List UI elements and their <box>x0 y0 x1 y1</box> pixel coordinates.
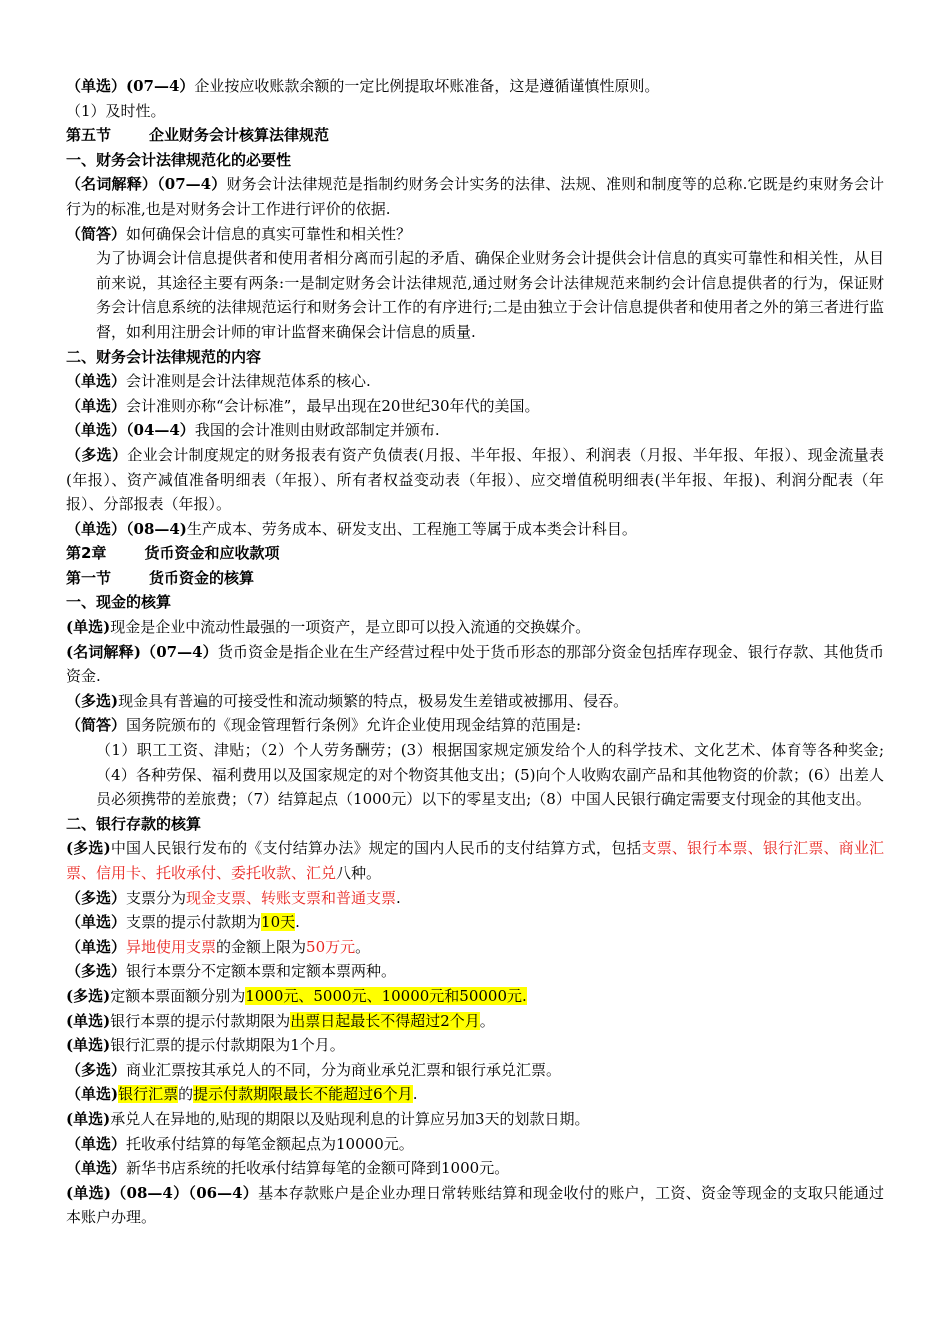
text-run: 二、银行存款的核算 <box>66 814 202 833</box>
question-type-tag: (单选) <box>66 1109 111 1128</box>
text-run: . <box>295 913 300 932</box>
text-run: 支票分为 <box>126 888 187 907</box>
text-run: 货币资金的核算 <box>149 568 255 587</box>
text-run: 支票的提示付款期为 <box>126 913 262 932</box>
text-run: 第一节 <box>66 568 112 587</box>
text-paragraph <box>66 984 884 1009</box>
text-run: 新华书店系统的托收承付结算每笔的金额可降到1000元。 <box>126 1159 510 1178</box>
text-paragraph <box>66 1058 884 1083</box>
text-paragraph <box>66 74 884 99</box>
text-run: 定额本票面额分别为 <box>110 986 246 1005</box>
section-heading <box>66 566 884 591</box>
text-paragraph <box>66 836 884 885</box>
text-paragraph <box>66 222 884 247</box>
text-run: 生产成本、劳务成本、研发支出、工程施工等属于成本类会计科目。 <box>186 519 637 538</box>
text-run: 国务院颁布的《现金管理暂行条例》允许企业使用现金结算的范围是: <box>126 716 582 735</box>
text-run: . <box>396 888 401 907</box>
text-run: 企业财务会计核算法律规范 <box>149 126 330 145</box>
text-paragraph <box>66 910 884 935</box>
text-run: 现金具有普遍的可接受性和流动频繁的特点，极易发生差错或被挪用、侵吞。 <box>118 691 629 710</box>
highlighted-text: 10天 <box>261 913 296 932</box>
question-type-tag: （单选) <box>66 1085 119 1104</box>
text-paragraph <box>66 418 884 443</box>
text-paragraph <box>66 443 884 517</box>
text-run: 一、财务会计法律规范化的必要性 <box>66 150 292 169</box>
question-type-tag: (多选) <box>66 839 111 858</box>
text-run: 一、现金的核算 <box>66 593 172 612</box>
question-type-tag: （简答） <box>66 716 127 735</box>
question-type-tag: （单选） <box>66 1159 127 1178</box>
question-type-tag: (多选) <box>66 986 111 1005</box>
text-paragraph <box>66 1132 884 1157</box>
text-run: 货币资金和应收款项 <box>144 544 280 563</box>
text-run: （1）及时性。 <box>66 101 166 120</box>
question-type-tag: （单选）（08—4) <box>66 519 187 538</box>
section-heading <box>66 590 884 615</box>
text-paragraph <box>66 1082 884 1107</box>
text-paragraph <box>66 689 884 714</box>
text-run: 银行汇票的提示付款期限为1个月。 <box>110 1036 345 1055</box>
text-paragraph <box>66 517 884 542</box>
text-run: 企业按应收账款余额的一定比例提取坏账准备，这是遵循谨慎性原则。 <box>194 77 660 95</box>
red-emphasis-text: 50万元 <box>306 937 356 956</box>
text-paragraph <box>66 394 884 419</box>
red-emphasis-text: 支票、银行本票、银行汇票、商业汇票、信用卡、托收承付、委托收款、汇兑 <box>66 839 884 882</box>
highlighted-text: 银行汇票 <box>118 1085 179 1104</box>
section-heading <box>66 123 884 148</box>
question-type-tag: (单选) <box>66 1011 111 1030</box>
text-paragraph <box>66 713 884 738</box>
question-type-tag: （多选） <box>66 445 128 464</box>
question-type-tag: （单选） <box>66 1134 127 1153</box>
question-type-tag: （多选） <box>66 962 127 981</box>
highlighted-text: 1000元、5000元、10000元和50000元. <box>245 986 527 1005</box>
text-run: 的 <box>178 1085 194 1104</box>
text-paragraph <box>66 959 884 984</box>
section-heading <box>66 148 884 173</box>
text-run: 财务会计法律规范是指制约财务会计实务的法律、法规、准则和制度等的总称.它既是约束财务会计行为的标准,也是对财务会计工作进行评价的依据. <box>66 175 885 218</box>
text-run: 货币资金是指企业在生产经营过程中处于货币形态的那部分资金包括库存现金、银行存款、其他货币资金. <box>66 642 884 686</box>
text-run: 第五节 <box>66 126 112 145</box>
text-run: 中国人民银行发布的《支付结算办法》规定的国内人民币的支付结算方式，包括 <box>110 839 642 858</box>
question-type-tag: (单选) <box>66 1036 111 1055</box>
text-paragraph <box>66 246 884 344</box>
section-heading <box>66 812 884 837</box>
text-paragraph <box>66 886 884 911</box>
highlighted-text: 提示付款期限最长不能超过6个月 <box>193 1085 413 1104</box>
text-run: 承兑人在异地的,贴现的期限以及贴现利息的计算应另加3天的划款日期。 <box>110 1109 590 1128</box>
text-paragraph <box>66 369 884 394</box>
question-type-tag: （单选） <box>66 937 127 956</box>
question-type-tag: （多选） <box>66 1060 127 1079</box>
red-emphasis-text: 现金支票、转账支票和普通支票 <box>186 888 397 907</box>
text-run: 。 <box>355 937 371 956</box>
text-paragraph <box>66 1009 884 1034</box>
text-paragraph <box>66 935 884 960</box>
question-type-tag: （单选） <box>66 913 127 932</box>
text-paragraph <box>66 1156 884 1181</box>
question-type-tag: （单选）(07—4） <box>66 77 195 95</box>
text-paragraph <box>66 1181 884 1230</box>
text-paragraph <box>66 1107 884 1132</box>
question-type-tag: (单选) <box>66 618 111 637</box>
text-paragraph <box>66 99 884 124</box>
text-run: 为了协调会计信息提供者和使用者相分离而引起的矛盾、确保企业财务会计提供会计信息的真实可靠性和相关性，从目前来说，其途径主要有两条:一是制定财务会计法律规范,通过财务会计法律规范来制约会计信息提供者的行为，保证财务会计信息系统的法律规范运行和财务会计工作的有序进行;二是由独立于会计信息提供者和使用者之外的第三者进行监督，如利用注册会计师的审计监督来确保会计信息的质量. <box>96 249 884 341</box>
text-run: 二、财务会计法律规范的内容 <box>66 347 262 366</box>
question-type-tag: （单选） <box>66 396 127 415</box>
text-run: . <box>412 1085 418 1104</box>
section-heading <box>66 345 884 370</box>
text-paragraph <box>66 640 884 689</box>
question-type-tag: （多选） <box>66 888 127 907</box>
text-paragraph <box>66 1033 884 1058</box>
section-heading <box>66 541 884 566</box>
text-paragraph <box>66 738 884 812</box>
question-type-tag: （单选）（04—4） <box>66 421 195 440</box>
text-run: 第2章 <box>66 544 107 563</box>
text-run: 商业汇票按其承兑人的不同，分为商业承兑汇票和银行承兑汇票。 <box>126 1060 562 1079</box>
text-run: 如何确保会计信息的真实可靠性和相关性？ <box>126 224 412 243</box>
text-run: 银行本票的提示付款期限为 <box>110 1011 291 1030</box>
question-type-tag: (单选)（08—4）（06—4） <box>66 1183 259 1202</box>
text-run: 现金是企业中流动性最强的一项资产，是立即可以投入流通的交换媒介。 <box>110 618 591 637</box>
text-paragraph <box>66 172 884 221</box>
text-run: 基本存款账户是企业办理日常转账结算和现金收付的账户，工资、资金等现金的支取只能通过本账户办理。 <box>66 1183 884 1227</box>
text-run: 的金额上限为 <box>216 937 307 956</box>
question-type-tag: （名词解释）（07—4） <box>66 175 227 194</box>
text-run: 托收承付结算的每笔金额起点为10000元。 <box>126 1134 414 1153</box>
text-run: 企业会计制度规定的财务报表有资产负债表(月报、半年报、年报）、利润表（月报、半年报、年报）、现金流量表(年报）、资产减值准备明细表（年报）、所有者权益变动表（年报）、应交增值税明细表(半年报、年报)、利润分配表（年报）、分部报表（年报）。 <box>66 445 884 514</box>
text-run: 会计准则亦称“会计标准”，最早出现在20世纪30年代的美国。 <box>126 396 540 415</box>
question-type-tag: （简答） <box>66 224 127 243</box>
text-run: 会计准则是会计法律规范体系的核心. <box>126 372 371 391</box>
text-run: 。 <box>479 1011 495 1030</box>
text-run: 我国的会计准则由财政部制定并颁布. <box>194 421 440 440</box>
highlighted-text: 出票日起最长不得超过2个月 <box>290 1011 480 1030</box>
question-type-tag: (名词解释)（07—4） <box>66 642 218 661</box>
question-type-tag: （多选) <box>66 691 119 710</box>
red-emphasis-text: 异地使用支票 <box>126 937 217 956</box>
text-run: 八种。 <box>336 864 382 882</box>
text-paragraph <box>66 615 884 640</box>
text-run: （1）职工工资、津贴；（2）个人劳务酬劳；(3）根据国家规定颁发给个人的科学技术、文化艺术、体育等各种奖金;（4）各种劳保、福利费用以及国家规定的对个物资其他支出；(5)向个人收购农副产品和其他物资的价款；(6）出差人员必须携带的差旅费；（7）结算起点（1000元）以下的零星支出;（8）中国人民银行确定需要支付现金的其他支出。 <box>96 741 884 809</box>
text-run: 银行本票分不定额本票和定额本票两种。 <box>126 962 397 981</box>
question-type-tag: （单选） <box>66 372 127 391</box>
